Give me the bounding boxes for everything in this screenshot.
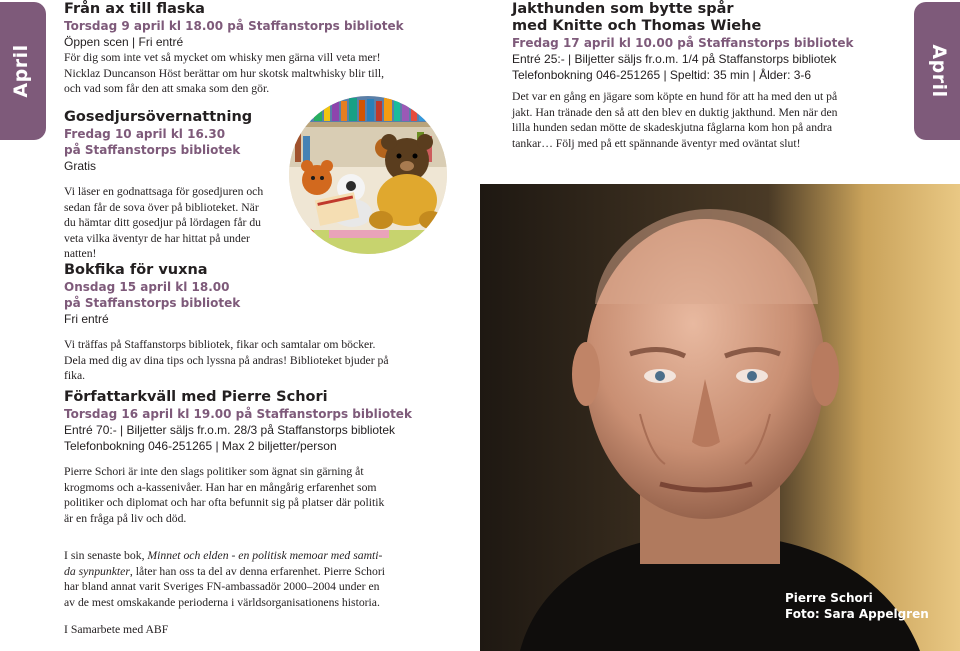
book-mention-line — [64, 564, 444, 580]
event-body-line: jakt. Han tränade den så att den blev en duktig jakthund. Men när den — [512, 105, 838, 119]
portrait-illustration — [480, 184, 960, 651]
event-body-line: För dig som inte vet så mycket om whisky men gärna vill veta mer! — [64, 51, 381, 64]
event-body-line: politiker och diplomat och har ofta befunnit sig på platser där politik — [64, 496, 385, 509]
caption-credit: Foto: Sara Appelgren — [785, 606, 929, 621]
event-body-line: veta vilka äventyr de har hittat på under — [64, 231, 250, 245]
event-body-line: Pierre Schori är inte den slags politiker som ägnat sin gärning åt — [64, 465, 364, 478]
event-info: Entré 70:- | Biljetter säljs fr.o.m. 28/3 på Staffanstorps bibliotek — [64, 423, 396, 437]
event-body-line: av de mest omskakande perioderna i världsorganisationens historia. — [64, 595, 380, 609]
event-location: på Staffanstorps bibliotek — [64, 296, 241, 310]
event-body-line: Nicklaz Duncanson Höst berättar om hur skotsk maltwhisky blir till, — [64, 66, 385, 80]
event-title: Författarkväll med Pierre Schori — [64, 389, 328, 405]
event-body-line: fika. — [64, 369, 86, 382]
event-date: Onsdag 15 april kl 18.00 — [64, 280, 230, 294]
event-jakthunden — [512, 1, 902, 151]
event-body-line: lilla hunden sedan mötte de skadeskjutna fåglarna kom hon på andra — [512, 121, 833, 134]
event-body-line: Det var en gång en jägare som köpte en hund för att ha med den ut på — [512, 90, 838, 103]
event-date: Fredag 10 april kl 16.30 — [64, 127, 226, 141]
event-body-line: tankar… Följ med på ett spännande äventyr med oväntat slut! — [512, 136, 801, 150]
event-body-line: Vi läser en godnattsaga för gosedjuren och — [64, 185, 264, 198]
photo-caption — [785, 591, 929, 622]
event-location: på Staffanstorps bibliotek — [64, 143, 241, 157]
month-tab-left-label: April — [10, 44, 32, 98]
month-tab-left — [0, 2, 46, 140]
event-title-cont: med Knitte och Thomas Wiehe — [512, 18, 762, 34]
event-info: Öppen scen | Fri entré — [64, 35, 184, 49]
event-whisky — [64, 1, 424, 97]
month-tab-right-label: April — [928, 44, 950, 98]
event-body-line: du hämtar ditt gosedjur på lördagen får du — [64, 216, 262, 229]
teddy-bears-photo — [289, 96, 447, 254]
event-body-line: natten! — [64, 247, 97, 260]
pierre-schori-photo — [480, 184, 960, 651]
event-title: Jakthunden som bytte spår — [512, 1, 734, 17]
event-body-line: Vi träffas på Staffanstorps bibliotek, fikar och samtalar om böcker. — [64, 338, 376, 351]
event-info: Telefonbokning 046-251265 | Max 2 biljetter/person — [64, 439, 337, 453]
month-tab-right — [914, 2, 960, 140]
event-date: Torsdag 9 april kl 18.00 på Staffanstorps bibliotek — [64, 19, 404, 33]
event-body-line: Dela med dig av dina tips och lyssna på andras! Biblioteket bjuder på — [64, 353, 389, 367]
event-schori — [64, 389, 444, 638]
book-mention-line — [64, 548, 444, 564]
book-mention-text: , låter han oss ta del av denna erfarenhet. Pierre Schori — [129, 564, 385, 578]
event-body-line: och vad som får den att smaka som den gör. — [64, 82, 270, 95]
event-body-line: sedan får de sova över på biblioteket. När — [64, 200, 259, 214]
partner-note: I Samarbete med ABF — [64, 623, 169, 636]
book-title-cont: da synpunkter — [64, 564, 130, 578]
event-date: Torsdag 16 april kl 19.00 på Staffanstorps bibliotek — [64, 407, 412, 421]
book-title: Minnet och elden - en politisk memoar med samti- — [147, 549, 383, 562]
event-date: Fredag 17 april kl 10.00 på Staffanstorps bibliotek — [512, 36, 854, 50]
caption-name: Pierre Schori — [785, 591, 873, 605]
teddy-bears-illustration — [289, 96, 447, 254]
event-body-line: krogmoms och a-kassenivåer. Han har en mångårig erfarenhet som — [64, 480, 377, 494]
event-body-line: har bland annat varit Sveriges FN-ambassadör 2000–2004 under en — [64, 580, 380, 593]
event-info: Telefonbokning 046-251265 | Speltid: 35 min | Ålder: 3-6 — [512, 68, 812, 82]
event-info: Gratis — [64, 159, 97, 173]
book-mention-text: I sin senaste bok, — [64, 549, 148, 562]
event-title: Från ax till flaska — [64, 1, 205, 17]
event-info: Fri entré — [64, 312, 109, 326]
event-info: Entré 25:- | Biljetter säljs fr.o.m. 1/4 på Staffanstorps bibliotek — [512, 52, 837, 66]
event-title: Bokfika för vuxna — [64, 262, 208, 278]
event-title: Gosedjursövernattning — [64, 109, 253, 125]
event-gosedjur — [64, 109, 289, 262]
event-body-line: är en fråga på liv och död. — [64, 511, 187, 525]
event-bokfika — [64, 262, 444, 384]
